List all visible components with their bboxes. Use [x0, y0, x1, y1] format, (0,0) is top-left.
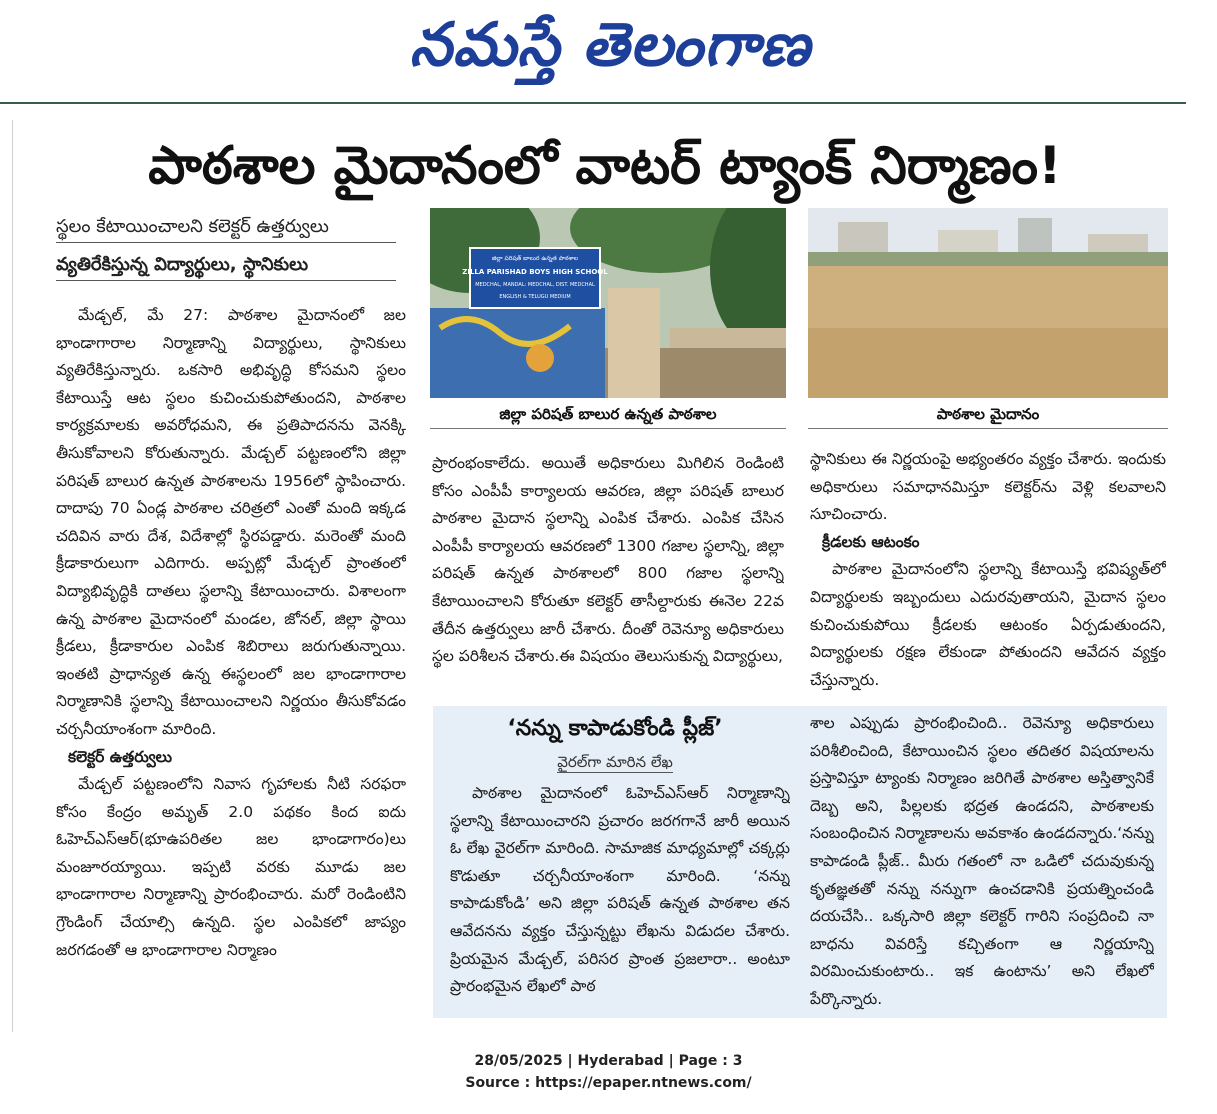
sidebar-column-1: [450, 780, 790, 1020]
school-photo: [430, 208, 786, 398]
footer-date-page: 28/05/2025 | Hyderabad | Page : 3: [474, 1053, 743, 1069]
sidebar-box-title: ‘నన్ను కాపాడుకోండి ప్లీజ్’: [507, 716, 723, 741]
section-heading-collector-orders: కలెక్టర్ ఉత్తర్వులు: [68, 747, 173, 766]
masthead: [0, 0, 1217, 100]
column-3-paragraph-1: స్థానికులు ఈ నిర్ణయంపై అభ్యంతరం వ్యక్తం చేశారు. ఇందుకు అధికారులు సమాధానమిస్తూ కలెక్టర్‌ను వెళ్లి కలవాలని సూచించారు.: [810, 450, 1166, 524]
article-subhead-1: స్థలం కేటాయించాలని కలెక్టర్ ఉత్తర్వులు: [56, 212, 396, 243]
sidebar-column-1-paragraph: పాఠశాల మైదానంలో ఓహెచ్ఎస్ఆర్ నిర్మాణాన్ని స్థలాన్ని కేటాయించారని ప్రచారం జరగగానే జారీ అయిన ఓ లేఖ వైరల్‌గా మారింది. సామాజిక మాధ్యమాల్లో చక్కర్లు కొడుతూ చర్చనీయాంశంగా మారింది. ‘నన్ను కాపాడుకోండి’ అని జిల్లా పరిషత్ ఉన్నత పాఠశాల తన ఆవేదనను వ్యక్తం చేస్తున్నట్టు లేఖను విడుదల చేశారు. ప్రియమైన మేడ్చల్, పరిసర ప్రాంత ప్రజలారా.. అంటూ ప్రారంభమైన లేఖలో పాఠ: [450, 784, 790, 996]
sidebar-column-2-paragraph: శాల ఎప్పుడు ప్రారంభించింది.. రెవెన్యూ అధికారులు పరిశీలించింది, కేటాయించిన స్థలం తదితర విషయాలను ప్రస్తావిస్తూ ట్యాంకు నిర్మాణం జరిగితే పాఠశాల అస్తిత్వానికే దెబ్బ అని, పిల్లలకు భద్రత ఉండదని, పాఠశాలకు సంబంధించిన నిర్మాణాలను అవకాశం ఉండదన్నారు.‘నన్ను కాపాడండి ప్లీజ్.. మీరు గతంలో నా ఒడిలో చదువుకున్న కృతజ్ఞతతో నన్ను నన్నుగా ఉంచడానికి ప్రయత్నించండి దయచేసి.. ఒక్కసారి జిల్లా కలెక్టర్ గారిని సంప్రదించి నా బాధను వివరిస్తే కచ్చితంగా ఆ నిర్ణయాన్ని విరమించుకుంటారు.. ఇక ఉంటాను’ అని లేఖలో పేర్కొన్నారు.: [810, 714, 1154, 1008]
article-subhead-2: వ్యతిరేకిస్తున్న విద్యార్థులు, స్థానికులు: [56, 250, 396, 281]
ground-photo-illustration: [808, 208, 1168, 398]
masthead-rule: [0, 102, 1186, 104]
column-1-paragraph-1: మేడ్చల్, మే 27: పాఠశాల మైదానంలో జల భాండాగారాల నిర్మాణాన్ని విద్యార్థులు, స్థానికులు వ్యతిరేకిస్తున్నారు. ఒకసారి అభివృద్ధి కోసమని స్థలం కేటాయిస్తే ఆట స్థలం కుచించుకుపోతుందని, పాఠశాల కార్యక్రమాలకు అవరోధమని, ఈ ప్రతిపాదనను వెనక్కి తీసుకోవాలని కోరుతున్నారు. మేడ్చల్ పట్టణంలోని జిల్లా పరిషత్ బాలుర ఉన్నత పాఠశాలను 1956లో స్థాపించారు. దాదాపు 70 ఏండ్ల పాఠశాల చరిత్రలో ఎంతో మంది ఇక్కడ చదివిన వారు దేశ, విదేశాల్లో స్థిరపడ్డారు. మరెంతో మంది క్రీడాకారులుగా ఎదిగారు. అప్పట్లో మేడ్చల్ ప్రాంతంలో విద్యాభివృద్ధికి దాతలు స్థలాన్ని కేటాయించారు. విశాలంగా ఉన్న పాఠశాల మైదానంలో మండల, జోనల్, జిల్లా స్థాయి క్రీడలు, క్రీడాకారుల ఎంపిక శిబిరాలు జరుగుతున్నాయి. ఇంతటి ప్రాధాన్యత ఉన్న ఈస్థలంలో జల భాండాగారాల నిర్మాణానికి స్థలాన్ని కేటాయించాలని నిర్ణయం తీసుకోవడం చర్చనీయాంశంగా మారింది.: [56, 306, 406, 738]
article-column-2: [432, 450, 784, 696]
school-photo-caption: జిల్లా పరిషత్ బాలుర ఉన్నత పాఠశాల: [430, 400, 786, 429]
column-3-paragraph-2: పాఠశాల మైదానంలోని స్థలాన్ని కేటాయిస్తే భవిష్యత్‌లో విద్యార్థులకు ఇబ్బందులు ఎదురవుతాయని, మైదాన స్థలం కుచించుకుపోయి క్రీడలకు ఆటంకం ఏర్పడుతుందని, విద్యార్థులకు రక్షణ లేకుండా పోతుందని ఆవేదన వ్యక్తం చేస్తున్నారు.: [810, 560, 1166, 689]
newspaper-logo: నమస్తే తెలంగాణ: [409, 10, 811, 80]
ground-photo: [808, 208, 1168, 398]
article-headline: పాఠశాల మైదానంలో వాటర్ ట్యాంక్ నిర్మాణం!: [148, 136, 1062, 196]
article-column-1: [56, 302, 406, 1032]
column-2-paragraph: ప్రారంభంకాలేదు. అయితే అధికారులు మిగిలిన రెండింటి కోసం ఎంపీపీ కార్యాలయ ఆవరణ, జిల్లా పరిషత్ బాలుర పాఠశాల మైదాన స్థలాన్ని ఎంపిక చేశారు. ఎంపిక చేసిన ఎంపీపీ కార్యాలయ ఆవరణలో 1300 గజాల స్థలాన్ని, జిల్లా పరిషత్ ఉన్నత పాఠశాలలో 800 గజాల స్థలాన్ని కేటాయించాలని కోరుతూ కలెక్టర్ తాసీల్దారుకు ఈనెల 22వ తేదీన ఉత్తర్వులు జారీ చేశారు. దీంతో రెవెన్యూ అధికారులు స్థల పరిశీలన చేశారు.ఈ విషయం తెలుసుకున్న విద్యార్థులు,: [432, 454, 784, 666]
ground-photo-caption: పాఠశాల మైదానం: [808, 400, 1168, 429]
school-sign-medium: ENGLISH & TELUGU MEDIUM: [499, 294, 571, 300]
school-sign-telugu: జిల్లా పరిషత్ బాలుర ఉన్నత పాఠశాల: [491, 255, 579, 262]
footer-source: Source : https://epaper.ntnews.com/: [465, 1075, 752, 1091]
sidebar-box-subtitle: [440, 750, 790, 774]
article-column-3: [810, 446, 1166, 696]
school-photo-illustration: [430, 208, 786, 398]
section-heading-sports-obstacle: క్రీడలకు ఆటంకం: [822, 532, 920, 551]
school-sign-english: ZILLA PARISHAD BOYS HIGH SCHOOL: [462, 268, 608, 276]
sidebar-column-2: [810, 710, 1154, 1016]
school-sign-address: MEDCHAL, MANDAL: MEDCHAL, DIST. MEDCHAL: [475, 282, 595, 288]
column-1-paragraph-2: మేడ్చల్ పట్టణంలోని నివాస గృహాలకు నీటి సరఫరా కోసం కేంద్రం అమృత్ 2.0 పథకం కింద ఐదు ఓహెచ్ఎస్ఆర్(భూఉపరితల జల భాండాగారం)లు మంజూరయ్యాయి. ఇప్పటి వరకు మూడు జల భాండాగారాల నిర్మాణాన్ని ప్రారంభించారు. మరో రెండింటిని గ్రౌండింగ్ చేయాల్సి ఉన్నది. స్థల ఎంపికలో జాప్యం జరగడంతో ఆ భాండాగారాల నిర్మాణం: [56, 775, 406, 959]
sidebar-box-subtitle-text: వైరల్‌గా మారిన లేఖ: [557, 753, 673, 771]
